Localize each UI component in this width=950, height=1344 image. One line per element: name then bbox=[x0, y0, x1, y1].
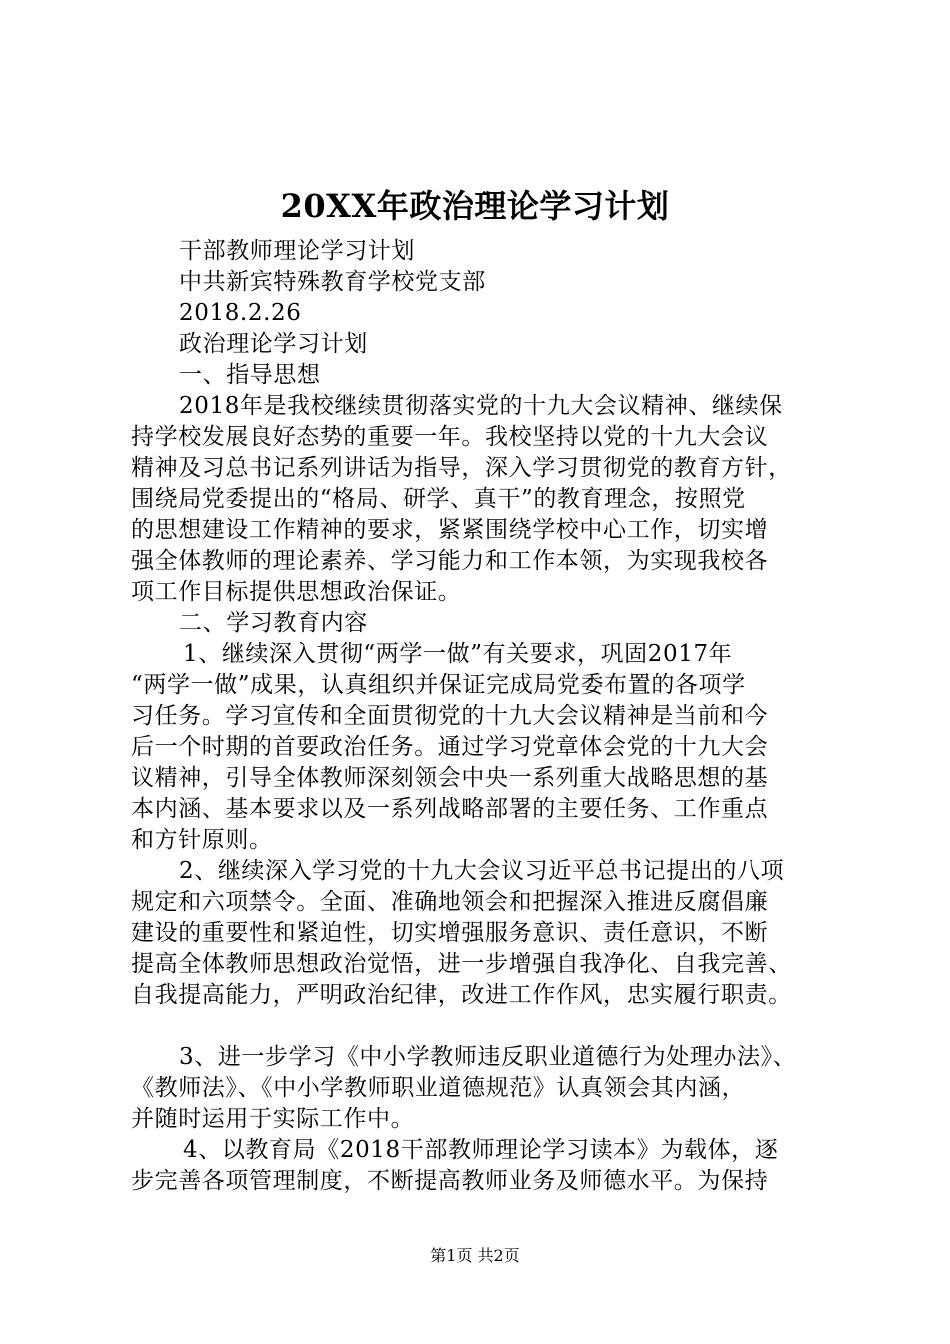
paragraph-line: 围绕局党委提出的“格局、研学、真干”的教育理念，按照党 bbox=[131, 486, 746, 512]
paragraph-line: “两学一做”成果，认真组织并保证完成局党委布置的各项学 bbox=[131, 672, 746, 698]
paragraph-line: 4、以教育局《2018干部教师理论学习读本》为载体，逐 bbox=[183, 1137, 779, 1163]
date-line: 2018.2.26 bbox=[179, 300, 302, 326]
page-footer: 第1页 共2页 bbox=[430, 1246, 520, 1265]
section-heading-1: 一、指导思想 bbox=[179, 362, 321, 388]
paragraph-line: 项工作目标提供思想政治保证。 bbox=[131, 579, 462, 605]
organization-line: 中共新宾特殊教育学校党支部 bbox=[179, 269, 486, 295]
paragraph-line: 3、进一步学习《中小学教师违反职业道德行为处理办法》、 bbox=[179, 1044, 797, 1070]
document-body bbox=[131, 236, 831, 1197]
paragraph-line: 建设的重要性和紧迫性，切实增强服务意识、责任意识，不断 bbox=[131, 920, 769, 946]
paragraph-line: 2018年是我校继续贯彻落实党的十九大会议精神、继续保 bbox=[179, 393, 783, 419]
paragraph-line: 2、继续深入学习党的十九大会议习近平总书记提出的八项 bbox=[179, 858, 785, 884]
paragraph-line: 和方针原则。 bbox=[131, 827, 273, 853]
paragraph-line: 持学校发展良好态势的重要一年。我校坚持以党的十九大会议 bbox=[131, 424, 769, 450]
plan-name-line: 政治理论学习计划 bbox=[179, 331, 368, 357]
blank-line bbox=[131, 1011, 831, 1042]
paragraph-line: 本内涵、基本要求以及一系列战略部署的主要任务、工作重点 bbox=[131, 796, 769, 822]
paragraph-line: 并随时运用于实际工作中。 bbox=[131, 1106, 415, 1132]
paragraph-line: 后一个时期的首要政治任务。通过学习党章体会党的十九大会 bbox=[131, 734, 769, 760]
paragraph-line: 的思想建设工作精神的要求，紧紧围绕学校中心工作，切实增 bbox=[131, 517, 769, 543]
paragraph-line: 议精神，引导全体教师深刻领会中央一系列重大战略思想的基 bbox=[131, 765, 769, 791]
paragraph-line: 1、继续深入贯彻“两学一做”有关要求，巩固2017年 bbox=[183, 641, 733, 667]
paragraph-line: 强全体教师的理论素养、学习能力和工作本领，为实现我校各 bbox=[131, 548, 769, 574]
document-title: 20XX年政治理论学习计划 bbox=[280, 187, 670, 225]
paragraph-line: 步完善各项管理制度，不断提高教师业务及师德水平。为保持 bbox=[131, 1168, 769, 1194]
paragraph-line: 精神及习总书记系列讲话为指导，深入学习贯彻党的教育方针， bbox=[131, 455, 792, 481]
paragraph-line: 自我提高能力，严明政治纪律，改进工作作风，忠实履行职责。 bbox=[131, 982, 792, 1008]
paragraph-line: 《教师法》、《中小学教师职业道德规范》认真领会其内涵， bbox=[131, 1075, 746, 1101]
paragraph-line: 规定和六项禁令。全面、准确地领会和把握深入推进反腐倡廉 bbox=[131, 889, 769, 915]
subtitle-line: 干部教师理论学习计划 bbox=[179, 238, 415, 264]
paragraph-line: 习任务。学习宣传和全面贯彻党的十九大会议精神是当前和今 bbox=[131, 703, 769, 729]
section-heading-2: 二、学习教育内容 bbox=[179, 610, 368, 636]
paragraph-line: 提高全体教师思想政治觉悟，进一步增强自我净化、自我完善、 bbox=[131, 951, 792, 977]
